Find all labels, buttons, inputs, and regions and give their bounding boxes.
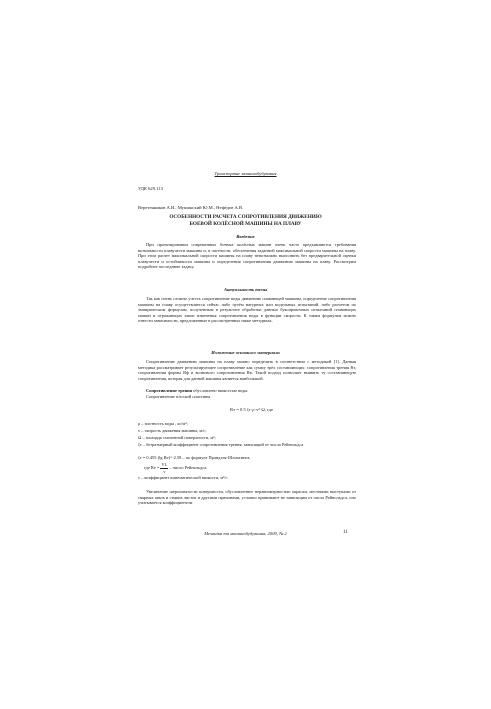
- definition-rho: ρ – плотность воды , кг/м³;: [138, 421, 188, 426]
- definition-nu: ν – коэффициент кинематической вязкости, м²/с.: [138, 475, 229, 480]
- section-heading-intro: Введение: [236, 234, 255, 239]
- friction-rest: обусловлено вязкостью воды.: [192, 388, 249, 393]
- reynolds-numerator: VL: [161, 462, 168, 467]
- equation-friction-resistance: Rт = 0.5 ζт·ρ·v²·Ω, где: [230, 407, 274, 412]
- reynolds-prefix: где Re =: [144, 465, 161, 471]
- authors-line: Веретенников А.И., Мушинский Ю.М., Нефёдов А.В.: [138, 205, 244, 210]
- friction-term: Сопротивление трения: [146, 388, 193, 393]
- plate-line: Сопротивление плоской пластины: [146, 394, 211, 399]
- journal-footer: Механіка та машинобудування, 2009, № 2: [204, 531, 287, 536]
- section-heading-main: Изложение основного материала: [211, 350, 280, 355]
- intro-paragraph: При проектировании современных боевых колёсных машин очень часто предъявляются требования возможности плавучести машины и, в частности, обеспечения заданной максимальной скорости машины на плаву. При этом расчет максимальной скорости машины на плаву невозможно выполнить без предварительной оценки плавучести и остойчивости машины и определения сопротивления движению машины на плаву. Рассмотрим подробнее последнюю задачу.: [138, 242, 356, 270]
- closing-paragraph: Увеличение шероховатости поверхности, обусловленное неравномерностью окраски, местными выступами от сварных швов и стыков листов и другими причинами, условно принимают не зависящим от числа Рейнольдса, оно учитывается коэффициентом: [138, 489, 356, 506]
- main-paragraph-1: Сопротивление движению машины на плаву можно определить в соответствии с методикой [1]. Данная методика рассматривает результирующее сопротивление как сумму трёх составляющих: сопротивления трения Rт, сопротивления формы Rф и волнового сопротивления Rв. Такой подход позволяет выявить ту составляющую сопротивления, которая для данной машины является наибольшей.: [138, 359, 356, 381]
- relevance-paragraph: Так как очень сложно учесть сопротивление воды движению плавающей машины, определение сопротивления машины на плаву осуществляется сейчас либо путём натурных или модельных испытаний, либо расчетом по эмпирическим формулам, полученным в результате обработки данных буксировочных испытаний плавающих машин и отражающих закон изменения сопротивления воды в функции скорости. К таким формулам можно отнести зависимости, предложенные в рассмотренных ниже методиках.: [138, 296, 356, 324]
- definition-zeta: ζт – безразмерный коэффициент сопротивления трения, зависящий от числа Рейнольдса: [138, 442, 304, 447]
- page-number: 11: [343, 530, 348, 535]
- definition-v: v – скорость движения машины, м/с;: [138, 428, 207, 433]
- title-line-2: БОЕВОЙ КОЛЁСНОЙ МАШИНЫ НА ПЛАВУ: [189, 220, 302, 227]
- title-line-1: ОСОБЕННОСТИ РАСЧЕТА СОПРОТИВЛЕНИЯ ДВИЖЕНИЮ: [169, 214, 322, 220]
- journal-section-header: Транспортне машинобудування: [214, 171, 277, 176]
- paper-title: [0, 214, 491, 227]
- definition-omega: Ω – площадь смоченной поверхности, м²;: [138, 435, 216, 440]
- reynolds-suffix: – число Рейнольдса,: [168, 465, 208, 471]
- reynolds-denominator: ν: [163, 468, 166, 474]
- friction-paragraph: [138, 388, 356, 394]
- udk-code: УДК 629.113: [138, 186, 163, 191]
- equation-prandtl: ζт = 0.455·(lg Re)^-2.58 – по формуле Прандтля-Шлихтинга,: [138, 455, 251, 460]
- section-heading-relevance: Актуальность темы: [223, 287, 268, 292]
- equation-reynolds: [144, 462, 207, 474]
